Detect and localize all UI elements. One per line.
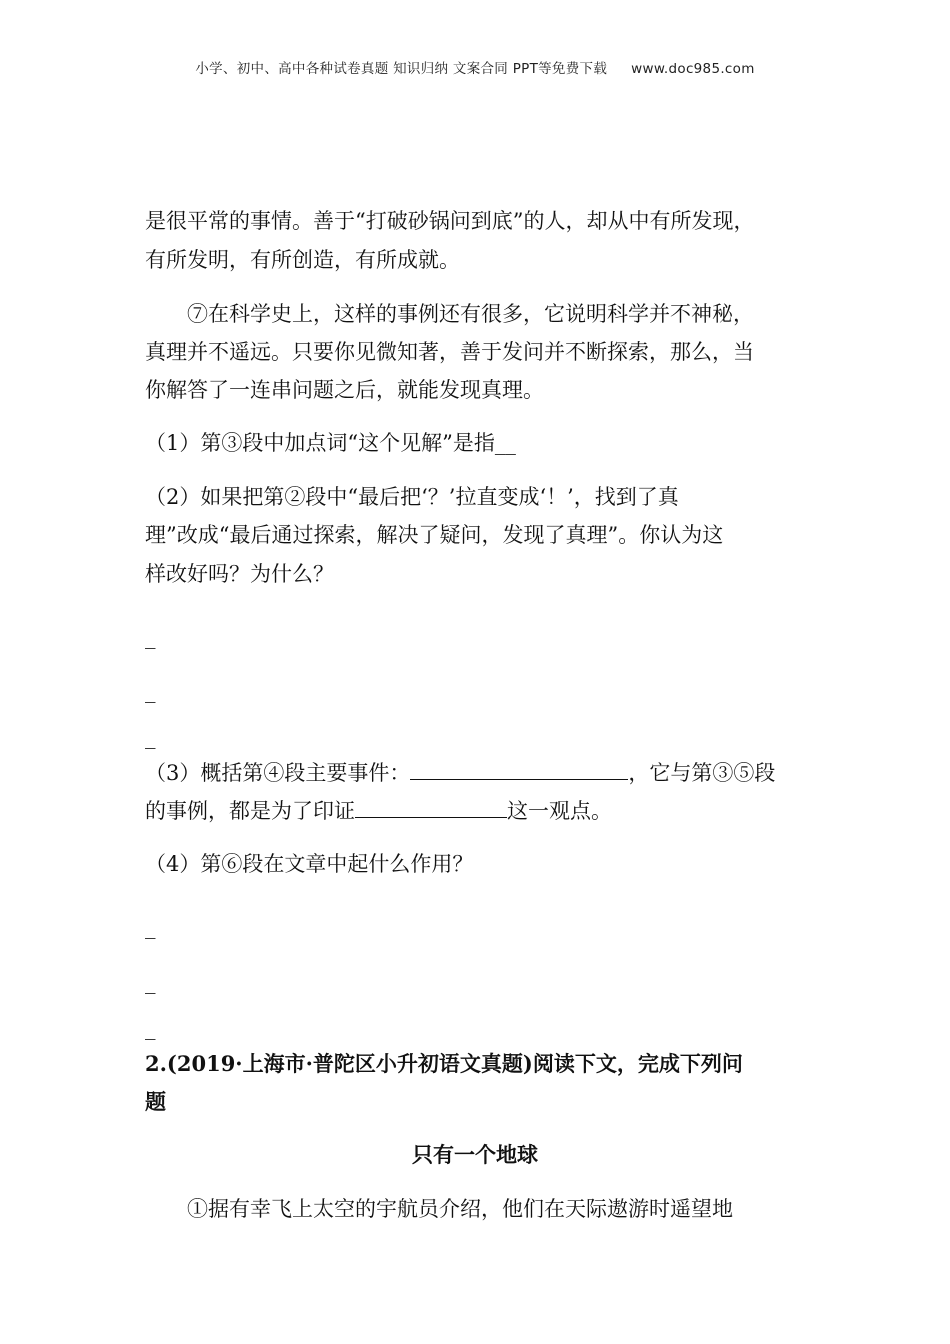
section-2-heading: 2.(2019·上海市·普陀区小升初语文真题)阅读下文，完成下列问 bbox=[145, 1051, 743, 1076]
header-text: 小学、初中、高中各种试卷真题 知识归纳 文案合同 PPT等免费下载 bbox=[195, 61, 608, 77]
question-4: （4）第⑥段在文章中起什么作用？ bbox=[145, 852, 474, 876]
answer-blank[interactable]: _ bbox=[145, 1016, 156, 1040]
article-title: 只有一个地球 bbox=[412, 1142, 538, 1167]
question-3-mid: ，它与第③⑤段 bbox=[628, 761, 776, 785]
passage-line: 真理并不遥远。只要你见微知著，善于发问并不断探索，那么，当 bbox=[145, 340, 754, 364]
fill-blank-event[interactable] bbox=[410, 759, 628, 780]
passage-line: ①据有幸飞上太空的宇航员介绍，他们在天际遨游时遥望地 bbox=[187, 1197, 733, 1221]
question-3-line2-prefix: 的事例，都是为了印证 bbox=[145, 799, 355, 823]
passage-line: 有所发明，有所创造，有所成就。 bbox=[145, 248, 460, 272]
answer-blank[interactable]: _ bbox=[145, 915, 156, 939]
question-3-line bbox=[145, 796, 825, 826]
question-3-line2-suffix: 这一观点。 bbox=[507, 799, 612, 823]
header-url[interactable]: www.doc985.com bbox=[631, 61, 755, 77]
question-2-line: （2）如果把第②段中“最后把‘？’拉直变成‘！’，找到了真 bbox=[145, 485, 679, 509]
answer-blank[interactable]: _ bbox=[145, 725, 156, 749]
section-2-heading: 题 bbox=[145, 1089, 166, 1114]
passage-line: ⑦在科学史上，这样的事例还有很多，它说明科学并不神秘， bbox=[187, 302, 754, 326]
question-2-line: 样改好吗？为什么？ bbox=[145, 562, 334, 586]
passage-line: 是很平常的事情。善于“打破砂锅问到底”的人，却从中有所发现， bbox=[145, 209, 755, 233]
fill-blank-viewpoint[interactable] bbox=[355, 797, 507, 818]
passage-line: 你解答了一连串问题之后，就能发现真理。 bbox=[145, 378, 544, 402]
question-1: （1）第③段中加点词“这个见解”是指__ bbox=[145, 431, 516, 455]
answer-blank[interactable]: _ bbox=[145, 625, 156, 649]
question-3-line bbox=[145, 758, 825, 788]
question-2-line: 理”改成“最后通过探索，解决了疑问，发现了真理”。你认为这 bbox=[145, 523, 724, 547]
answer-blank[interactable]: _ bbox=[145, 970, 156, 994]
answer-blank[interactable]: _ bbox=[145, 679, 156, 703]
question-3-prefix: （3）概括第④段主要事件： bbox=[145, 761, 411, 785]
page-header bbox=[0, 57, 950, 77]
